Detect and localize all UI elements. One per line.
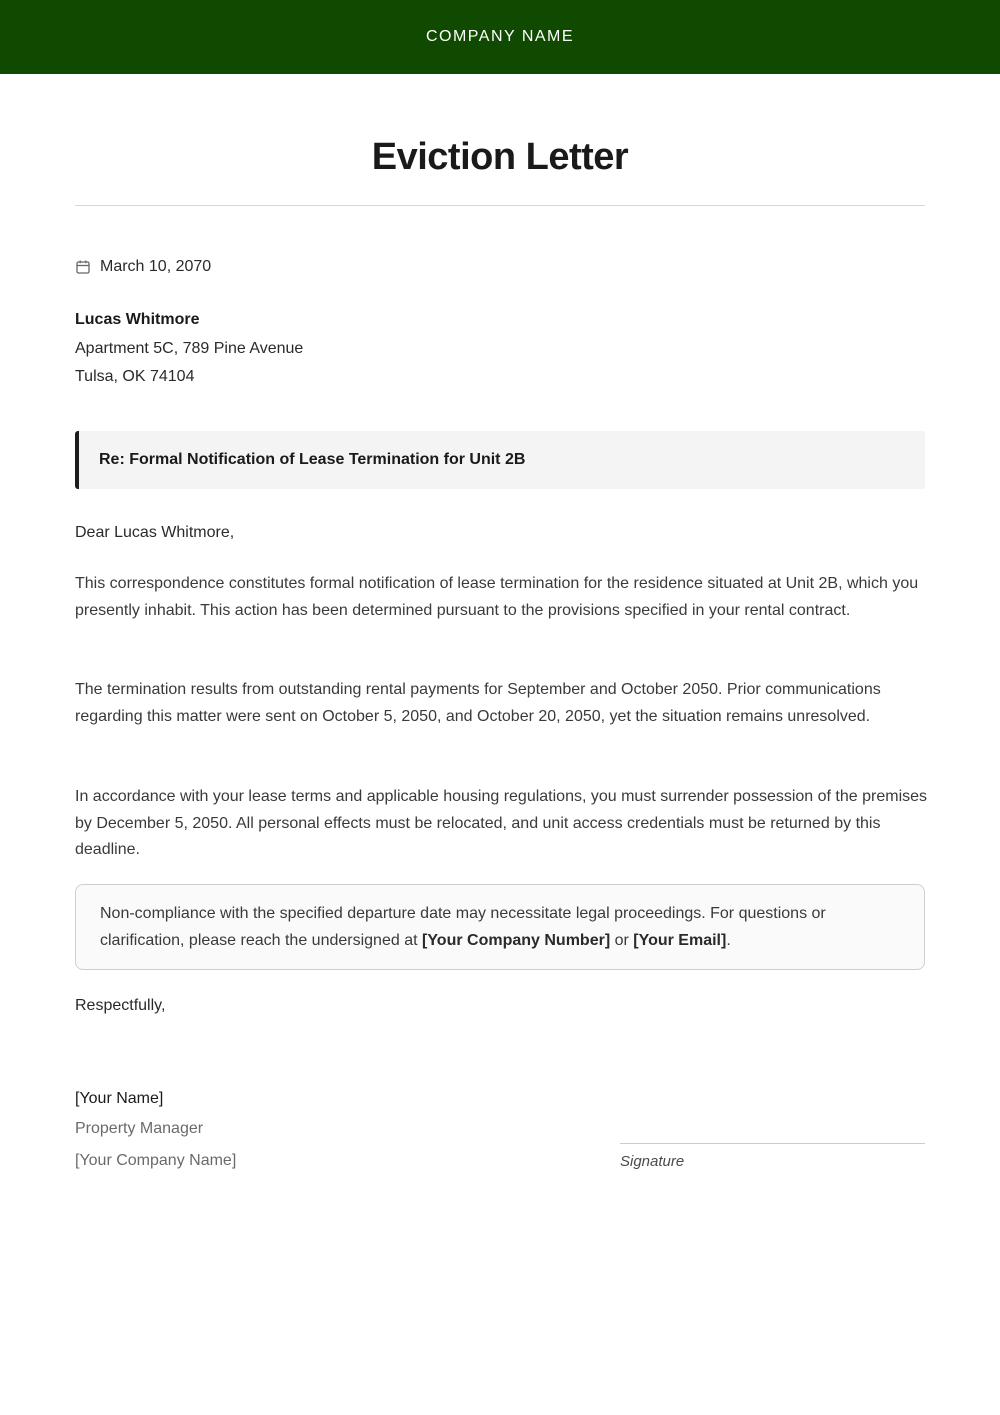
body-paragraph: This correspondence constitutes formal notification of lease termination for the residence situated at Unit 2B, which you presently inhabit. This action has been determined pursuant to the provisions specified in your rental contract.	[75, 575, 919, 619]
body-paragraph: The termination results from outstanding rental payments for September and October 2050. Prior communications regarding this matter were sent on October 5, 2050, and October 20, 2050, yet the situation remains unresolved.	[75, 681, 881, 725]
title-divider	[75, 205, 925, 206]
recipient-address-line1: Apartment 5C, 789 Pine Avenue	[75, 339, 304, 357]
signature-line	[620, 1143, 925, 1144]
header-bar	[0, 0, 1000, 74]
notice-text-end: .	[726, 931, 731, 949]
subject-line: Re: Formal Notification of Lease Termination for Unit 2B	[75, 431, 925, 489]
recipient-block	[75, 306, 303, 392]
recipient-name: Lucas Whitmore	[75, 311, 200, 328]
salutation: Dear Lucas Whitmore,	[75, 524, 235, 541]
signature-label: Signature	[620, 1153, 685, 1170]
signer-name: [Your Name]	[75, 1090, 164, 1107]
letter-date: March 10, 2070	[100, 258, 212, 275]
signer-block	[75, 1088, 236, 1172]
recipient-address-line2: Tulsa, OK 74104	[75, 368, 195, 385]
closing: Respectfully,	[75, 997, 166, 1014]
notice-box	[75, 884, 925, 970]
email-placeholder: [Your Email]	[633, 931, 727, 949]
signer-role: Property Manager	[75, 1120, 204, 1137]
calendar-icon	[75, 259, 91, 275]
notice-text: Non-compliance with the specified departure date may necessitate legal proceedings. For questions or clarification, please reach the undersigned at	[100, 905, 826, 949]
notice-text-middle: or	[610, 931, 634, 949]
company-number-placeholder: [Your Company Number]	[421, 931, 611, 949]
body-paragraph: In accordance with your lease terms and applicable housing regulations, you must surrender possession of the premises by December 5, 2050. All personal effects must be relocated, and unit access credentials must be returned by this deadline.	[75, 788, 928, 859]
company-name: COMPANY NAME	[425, 28, 575, 45]
date-row	[75, 258, 211, 276]
signer-company: [Your Company Name]	[75, 1152, 237, 1169]
page-title: Eviction Letter	[371, 136, 629, 178]
